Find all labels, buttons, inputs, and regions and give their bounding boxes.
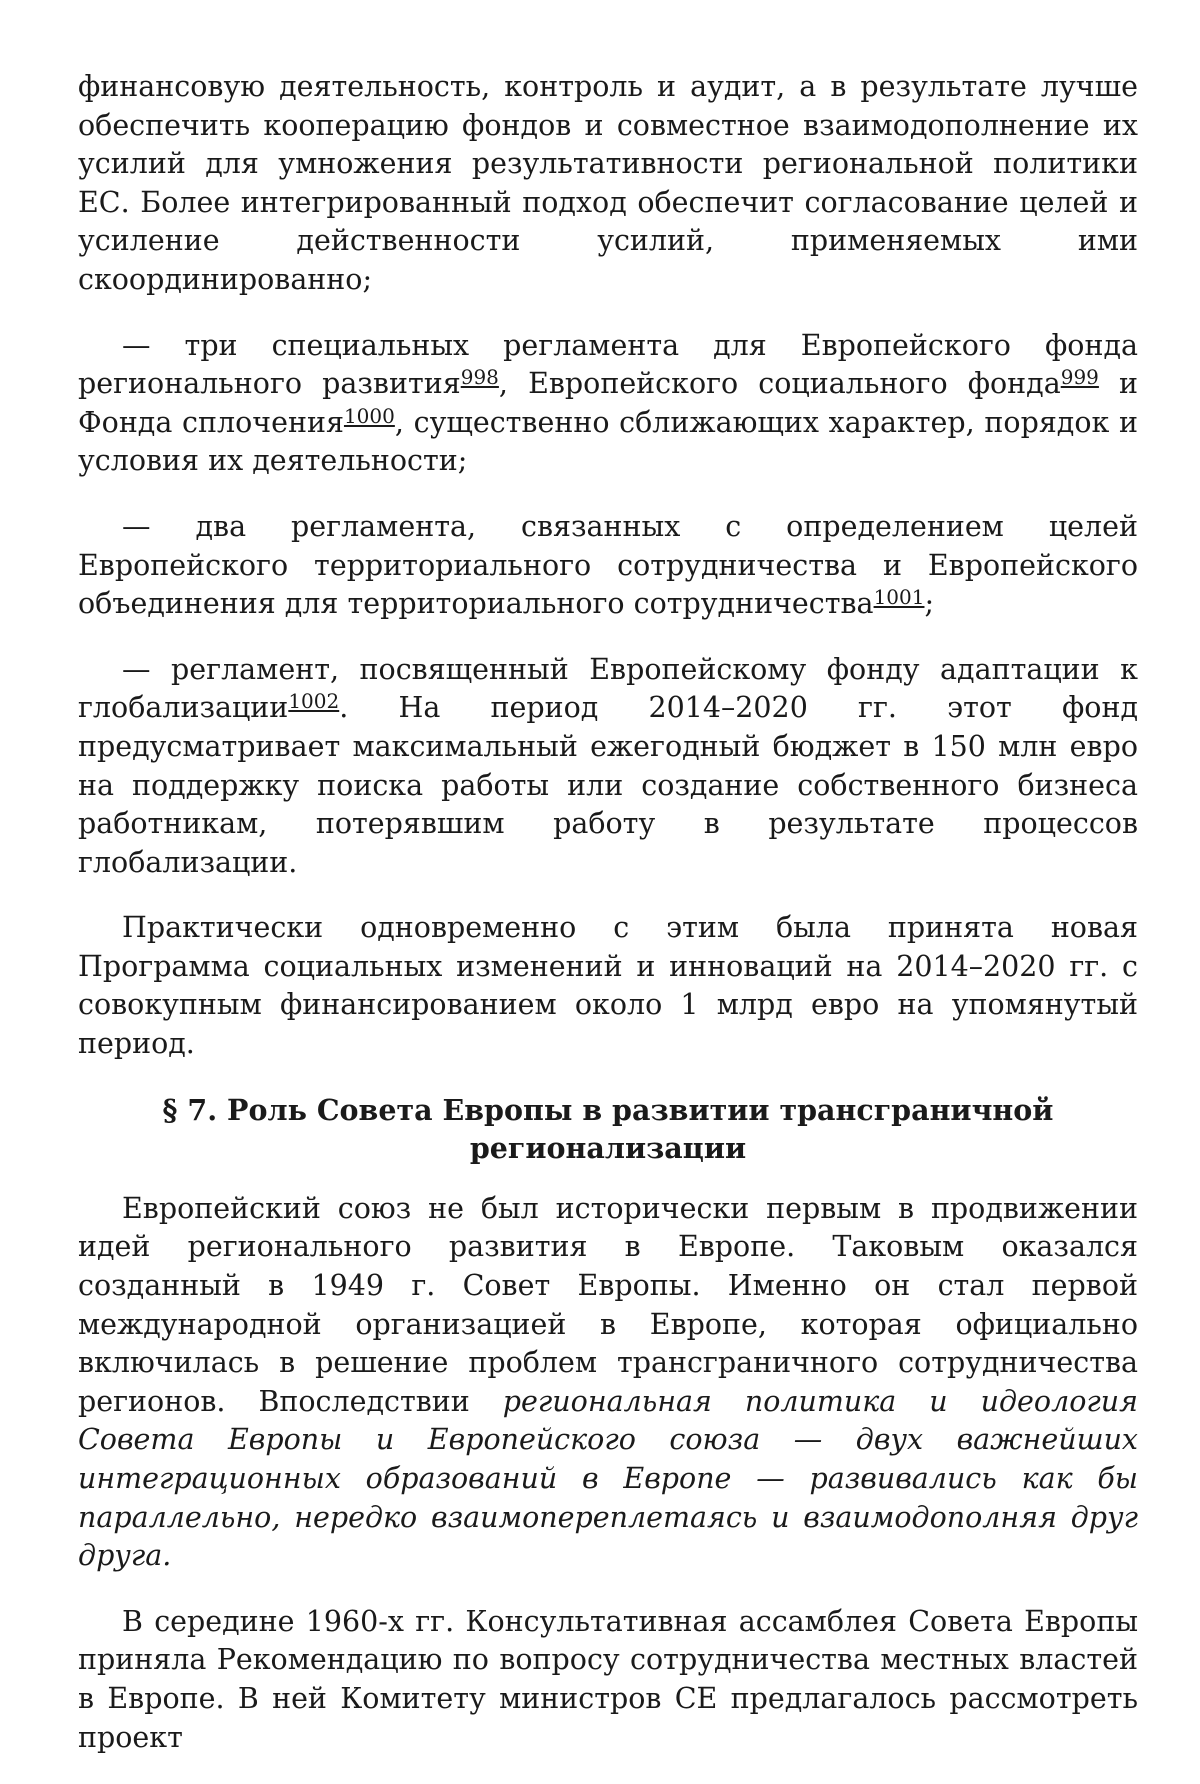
section-heading-line-2: регионализации bbox=[469, 1131, 747, 1166]
paragraph-social-programme: Практически одновременно с этим была принята новая Программа социальных изменений и инноваций на 2014–2020 гг. с совокупным финансированием около 1 млрд евро на упомянутый период. bbox=[78, 911, 1138, 1061]
footnote-link-998[interactable]: 998 bbox=[460, 365, 499, 390]
paragraph-text: — два регламента, связанных с определением целей Европейского территориального сотрудничества и Европейского объединения для территориального сотрудничества bbox=[78, 509, 1138, 621]
paragraph-italic-text: региональная политика и идеология Совета Европы и Европейского союза — двух важнейших интеграционных образований в Европе — развивались как бы параллельно, нередко взаимопереплетаясь и взаимодополняя друг друга. bbox=[78, 1384, 1139, 1573]
document-page bbox=[78, 68, 1138, 1784]
paragraph-two-regulations bbox=[78, 508, 1138, 624]
paragraph-text: — регламент, посвященный Европейскому фонду адаптации к глобализации bbox=[78, 652, 1138, 725]
paragraph-three-regulations bbox=[78, 327, 1138, 481]
paragraph-consultative-assembly: В середине 1960-х гг. Консультативная ассамблея Совета Европы приняла Рекомендацию по вопросу сотрудничества местных властей в Европе. В ней Комитету министров СЕ предлагалось рассмотреть проект bbox=[78, 1604, 1138, 1754]
paragraph-text: . На период 2014–2020 гг. этот фонд предусматривает максимальный ежегодный бюджет в 150 млн евро на поддержку поиска работы или создание собственного бизнеса работникам, потерявшим работу в результате процессов глобализации. bbox=[78, 691, 1138, 879]
section-heading bbox=[78, 1091, 1138, 1168]
section-heading-line-1: § 7. Роль Совета Европы в развитии трансграничной bbox=[162, 1092, 1054, 1127]
paragraph-text: и Фонда сплочения bbox=[78, 367, 1139, 439]
paragraph-text: ; bbox=[924, 587, 935, 621]
paragraph-globalisation-fund bbox=[78, 651, 1138, 883]
footnote-link-1000[interactable]: 1000 bbox=[343, 403, 395, 428]
paragraph-council-of-europe bbox=[78, 1190, 1138, 1576]
footnote-link-1002[interactable]: 1002 bbox=[288, 689, 340, 714]
paragraph-text: — три специальных регламента для Европейского фонда регионального развития bbox=[78, 328, 1138, 401]
paragraph-text: , существенно сближающих характер, порядок и условия их деятельности; bbox=[78, 405, 1139, 478]
footnote-link-999[interactable]: 999 bbox=[1060, 365, 1099, 390]
paragraph-text: Европейский союз не был исторически первым в продвижении идей регионального развития в Европе. Таковым оказался созданный в 1949 г. Совет Европы. Именно он стал первой международной организацией в Европе, которая официально включилась в решение проблем трансграничного сотрудничества регионов. Впоследствии bbox=[78, 1191, 1138, 1418]
paragraph-funds-cooperation: финансовую деятельность, контроль и аудит, а в результате лучше обеспечить кооперацию фондов и совместное взаимодополнение их усилий для умножения результативности региональной политики ЕС. Более интегрированный подход обеспечит согласование целей и усиление действенности усилий, применяемых ими скоординированно; bbox=[78, 70, 1138, 296]
footnote-link-1001[interactable]: 1001 bbox=[873, 585, 925, 610]
paragraph-text: , Европейского социального фонда bbox=[498, 367, 1061, 401]
